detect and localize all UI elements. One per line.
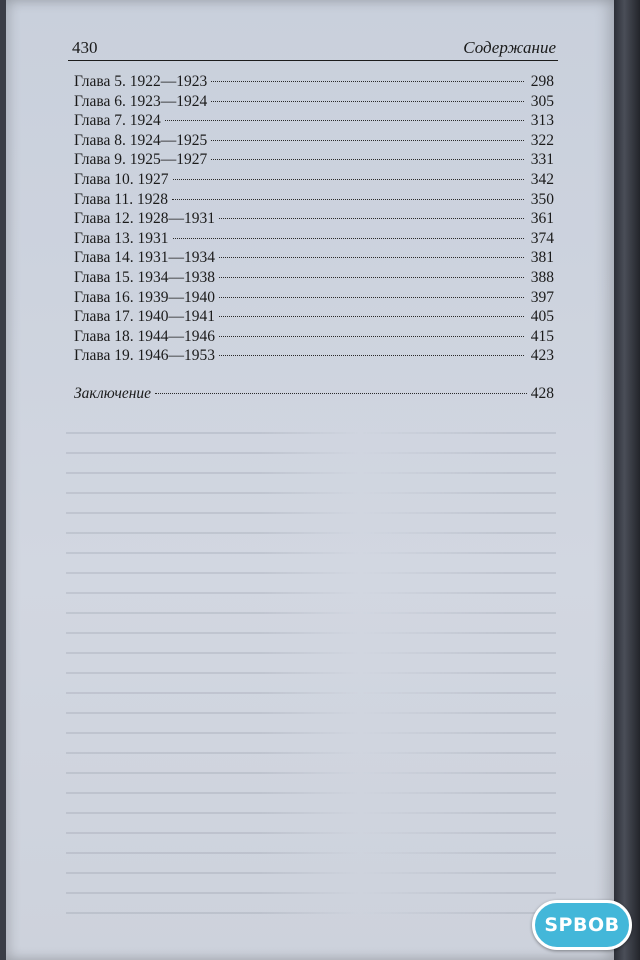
toc-entry-label: Глава 7. 1924 <box>74 112 161 130</box>
toc-entry-page: 423 <box>530 347 554 365</box>
toc-entry-label: Глава 8. 1924—1925 <box>74 131 208 149</box>
book-page <box>6 0 614 960</box>
table-of-contents <box>74 72 554 366</box>
leader-dots <box>219 277 524 278</box>
toc-entry <box>74 150 554 170</box>
leader-dots <box>155 393 527 394</box>
leader-dots <box>211 159 524 160</box>
toc-entry <box>74 209 554 229</box>
book-spine-shadow <box>614 0 640 960</box>
bleed-through-text <box>66 420 556 920</box>
toc-conclusion-entry <box>74 384 554 404</box>
leader-dots <box>211 101 524 102</box>
toc-entry-page: 342 <box>530 170 554 188</box>
leader-dots <box>211 81 524 82</box>
toc-entry <box>74 111 554 131</box>
watermark-logo: SPBOB <box>532 900 632 950</box>
toc-entry <box>74 131 554 151</box>
toc-entry-label: Глава 11. 1928 <box>74 190 168 208</box>
leader-dots <box>165 120 524 121</box>
toc-entry <box>74 190 554 210</box>
toc-entry-label: Глава 10. 1927 <box>74 170 169 188</box>
leader-dots <box>219 316 524 317</box>
toc-entry-label: Глава 17. 1940—1941 <box>74 308 216 326</box>
toc-entry-page: 305 <box>530 92 554 110</box>
toc-entry-page: 388 <box>530 268 554 286</box>
toc-entry-page: 374 <box>530 229 554 247</box>
toc-conclusion-label: Заключение <box>74 385 152 402</box>
leader-dots <box>219 355 524 356</box>
toc-entry <box>74 92 554 112</box>
toc-entry-label: Глава 14. 1931—1934 <box>74 249 216 267</box>
toc-entry-page: 397 <box>530 288 554 306</box>
toc-entry-page: 322 <box>530 131 554 149</box>
toc-entry-label: Глава 5. 1922—1923 <box>74 73 208 90</box>
toc-entry-label: Глава 18. 1944—1946 <box>74 327 216 345</box>
leader-dots <box>211 140 524 141</box>
toc-entry-label: Глава 6. 1923—1924 <box>74 92 208 110</box>
toc-entry <box>74 248 554 268</box>
leader-dots <box>219 218 524 219</box>
page-number: 430 <box>72 38 98 57</box>
leader-dots <box>219 297 524 298</box>
toc-entry <box>74 268 554 288</box>
section-title: Содержание <box>463 38 556 57</box>
toc-entry <box>74 170 554 190</box>
toc-entry <box>74 307 554 327</box>
toc-entry-page: 405 <box>530 308 554 326</box>
toc-entry-label: Глава 16. 1939—1940 <box>74 288 216 306</box>
toc-entry <box>74 288 554 308</box>
leader-dots <box>219 336 524 337</box>
toc-entry-label: Глава 13. 1931 <box>74 229 169 247</box>
toc-entry <box>74 229 554 249</box>
toc-entry <box>74 346 554 366</box>
toc-entry <box>74 327 554 347</box>
toc-entry-label: Глава 12. 1928—1931 <box>74 210 216 228</box>
leader-dots <box>173 179 524 180</box>
toc-entry-page: 331 <box>530 151 554 169</box>
toc-entry-label: Глава 15. 1934—1938 <box>74 268 216 286</box>
toc-entry-page: 361 <box>530 210 554 228</box>
toc-entry-page: 313 <box>530 112 554 130</box>
leader-dots <box>173 238 524 239</box>
leader-dots <box>219 257 524 258</box>
toc-entry-label: Глава 19. 1946—1953 <box>74 347 216 365</box>
toc-entry-page: 415 <box>530 327 554 345</box>
toc-entry-page: 298 <box>530 73 554 90</box>
running-header <box>68 36 558 61</box>
toc-conclusion-page: 428 <box>530 385 554 402</box>
toc-entry <box>74 72 554 92</box>
leader-dots <box>172 199 524 200</box>
toc-entry-page: 381 <box>530 249 554 267</box>
toc-entry-page: 350 <box>530 190 554 208</box>
toc-entry-label: Глава 9. 1925—1927 <box>74 151 208 169</box>
